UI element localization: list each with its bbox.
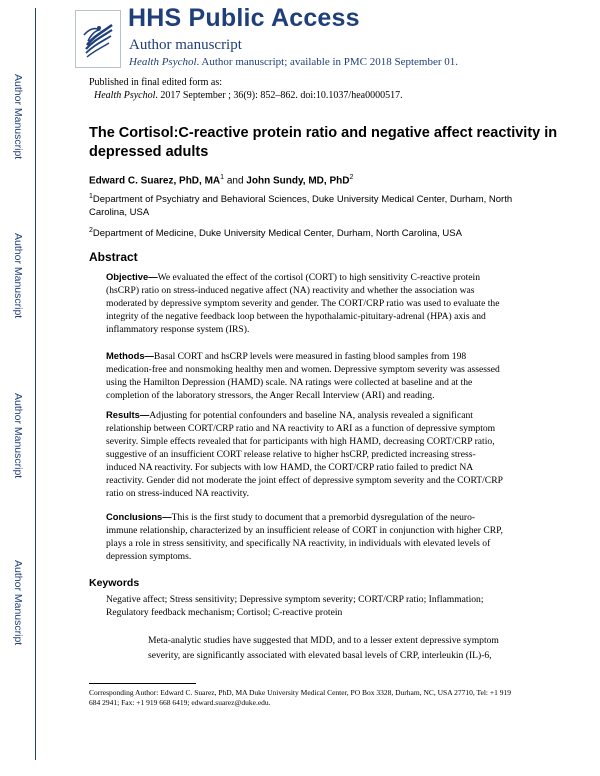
objective-label: Objective— bbox=[106, 271, 158, 282]
results-label: Results— bbox=[106, 409, 150, 420]
author-1-sup: 1 bbox=[220, 174, 225, 181]
corresponding-author-footnote: Corresponding Author: Edward C. Suarez, PhD, MA Duke University Medical Center, PO Box 3328, Durham, NC, USA 27710, Tel: +1 919 684 2941; Fax: +1 919 668 6419; edward.suarez@duke.edu. bbox=[89, 688, 511, 707]
author-2: John Sundy, MD, PhD bbox=[246, 175, 350, 187]
abstract-results bbox=[106, 408, 504, 500]
sidebar-label-4: Author Manuscript bbox=[12, 560, 24, 646]
author-1: Edward C. Suarez, PhD, MA bbox=[89, 175, 221, 187]
availability-journal: Health Psychol bbox=[129, 56, 197, 68]
availability-text: . Author manuscript; available in PMC 2018 September 01. bbox=[196, 56, 459, 68]
affiliation-2 bbox=[89, 224, 519, 240]
keywords-heading: Keywords bbox=[89, 577, 140, 589]
author-and: and bbox=[224, 175, 247, 187]
sidebar-label-2: Author Manuscript bbox=[12, 233, 24, 319]
abstract-heading: Abstract bbox=[89, 250, 138, 264]
hhs-header bbox=[75, 6, 595, 78]
affiliation-2-text: Department of Medicine, Duke University Medical Center, Durham, North Carolina, USA bbox=[92, 228, 462, 240]
author-manuscript-label: Author manuscript bbox=[129, 37, 242, 53]
affiliation-1-text: Department of Psychiatry and Behavioral Sciences, Duke University Medical Center, Durham, North Carolina, USA bbox=[89, 194, 513, 219]
conclusions-label: Conclusions— bbox=[106, 511, 172, 522]
abstract-methods bbox=[106, 349, 504, 402]
citation-text: . 2017 September ; 36(9): 852–862. doi:10.1037/hea0000517. bbox=[155, 90, 403, 101]
author-line bbox=[89, 174, 353, 186]
citation-journal: Health Psychol bbox=[94, 90, 156, 101]
footnote-rule bbox=[89, 683, 196, 684]
article-title: The Cortisol:C-reactive protein ratio and negative affect reactivity in depressed adults bbox=[89, 125, 558, 160]
methods-text: Basal CORT and hsCRP levels were measured in fasting blood samples from 198 medication-free and nonsmoking healthy men and women. Depressive symptom severity was assessed using the Hamilton Depression (HAMD) scale. NA ratings were collected at baseline and at the completion of the laboratory stressors, the Anger Recall Interview (ARI) and reading. bbox=[106, 351, 500, 401]
sidebar-label-1: Author Manuscript bbox=[12, 74, 24, 160]
sidebar-rule bbox=[35, 8, 36, 760]
published-line: Published in final edited form as: bbox=[89, 77, 223, 88]
author-2-sup: 2 bbox=[349, 174, 354, 181]
methods-label: Methods— bbox=[106, 350, 154, 361]
hhs-logo bbox=[75, 10, 121, 68]
results-text: Adjusting for potential confounders and baseline NA, analysis revealed a significant relationship between CORT/CRP ratio and NA reactivity to ARI as a function of depressive symptom severity. Simple effects revealed that for participants with high HAMD, decreasing CORT/CRP ratio, suggestive of an insufficient CORT release relative to higher hsCRP, predicted increasing stress-induced NA reactivity. For subjects with low HAMD, the CORT/CRP ratio failed to predict NA reactivity. Gender did not moderate the joint effect of depressive symptom severity and the CORT/CRP ratio on stress-induced NA reactivity. bbox=[106, 410, 503, 499]
availability-line bbox=[129, 56, 458, 68]
citation-line bbox=[89, 89, 403, 102]
abstract-objective bbox=[106, 270, 504, 336]
affiliation-1 bbox=[89, 190, 519, 219]
publication-info bbox=[89, 76, 403, 102]
objective-text: We evaluated the effect of the cortisol (CORT) to high sensitivity C-reactive protein (hsCRP) ratio on stress-induced negative affect (NA) reactivity and whether the association was moderated by depressive symptom severity and gender. The CORT/CRP ratio was used to evaluate the integrity of the negative feedback loop between the hypothalamic-pituitary-adrenal (HPA) axis and inflammatory response system (IRS). bbox=[106, 272, 500, 335]
abstract-conclusions bbox=[106, 510, 504, 563]
keywords-list: Negative affect; Stress sensitivity; Depressive symptom severity; CORT/CRP ratio; Inflammation; Regulatory feedback mechanism; Cortisol; C-reactive protein bbox=[106, 594, 484, 618]
conclusions-text: This is the first study to document that a premorbid dysregulation of the neuro-immune relationship, characterized by an insufficient release of CORT in conjunction with higher CRP, plays a role in stress sensitivity, and specifically NA reactivity, in individuals with elevated levels of depression symptoms. bbox=[106, 512, 503, 562]
hhs-eagle-icon bbox=[79, 15, 117, 63]
affiliation-1-sup: 1 bbox=[89, 193, 93, 200]
hhs-title: HHS Public Access bbox=[128, 4, 360, 32]
body-intro-paragraph: Meta-analytic studies have suggested that MDD, and to a lesser extent depressive symptom severity, are significantly associated with elevated basal levels of CRP, interleukin (IL)-6, bbox=[148, 635, 499, 661]
affiliation-2-sup: 2 bbox=[89, 227, 93, 234]
sidebar-label-3: Author Manuscript bbox=[12, 393, 24, 479]
